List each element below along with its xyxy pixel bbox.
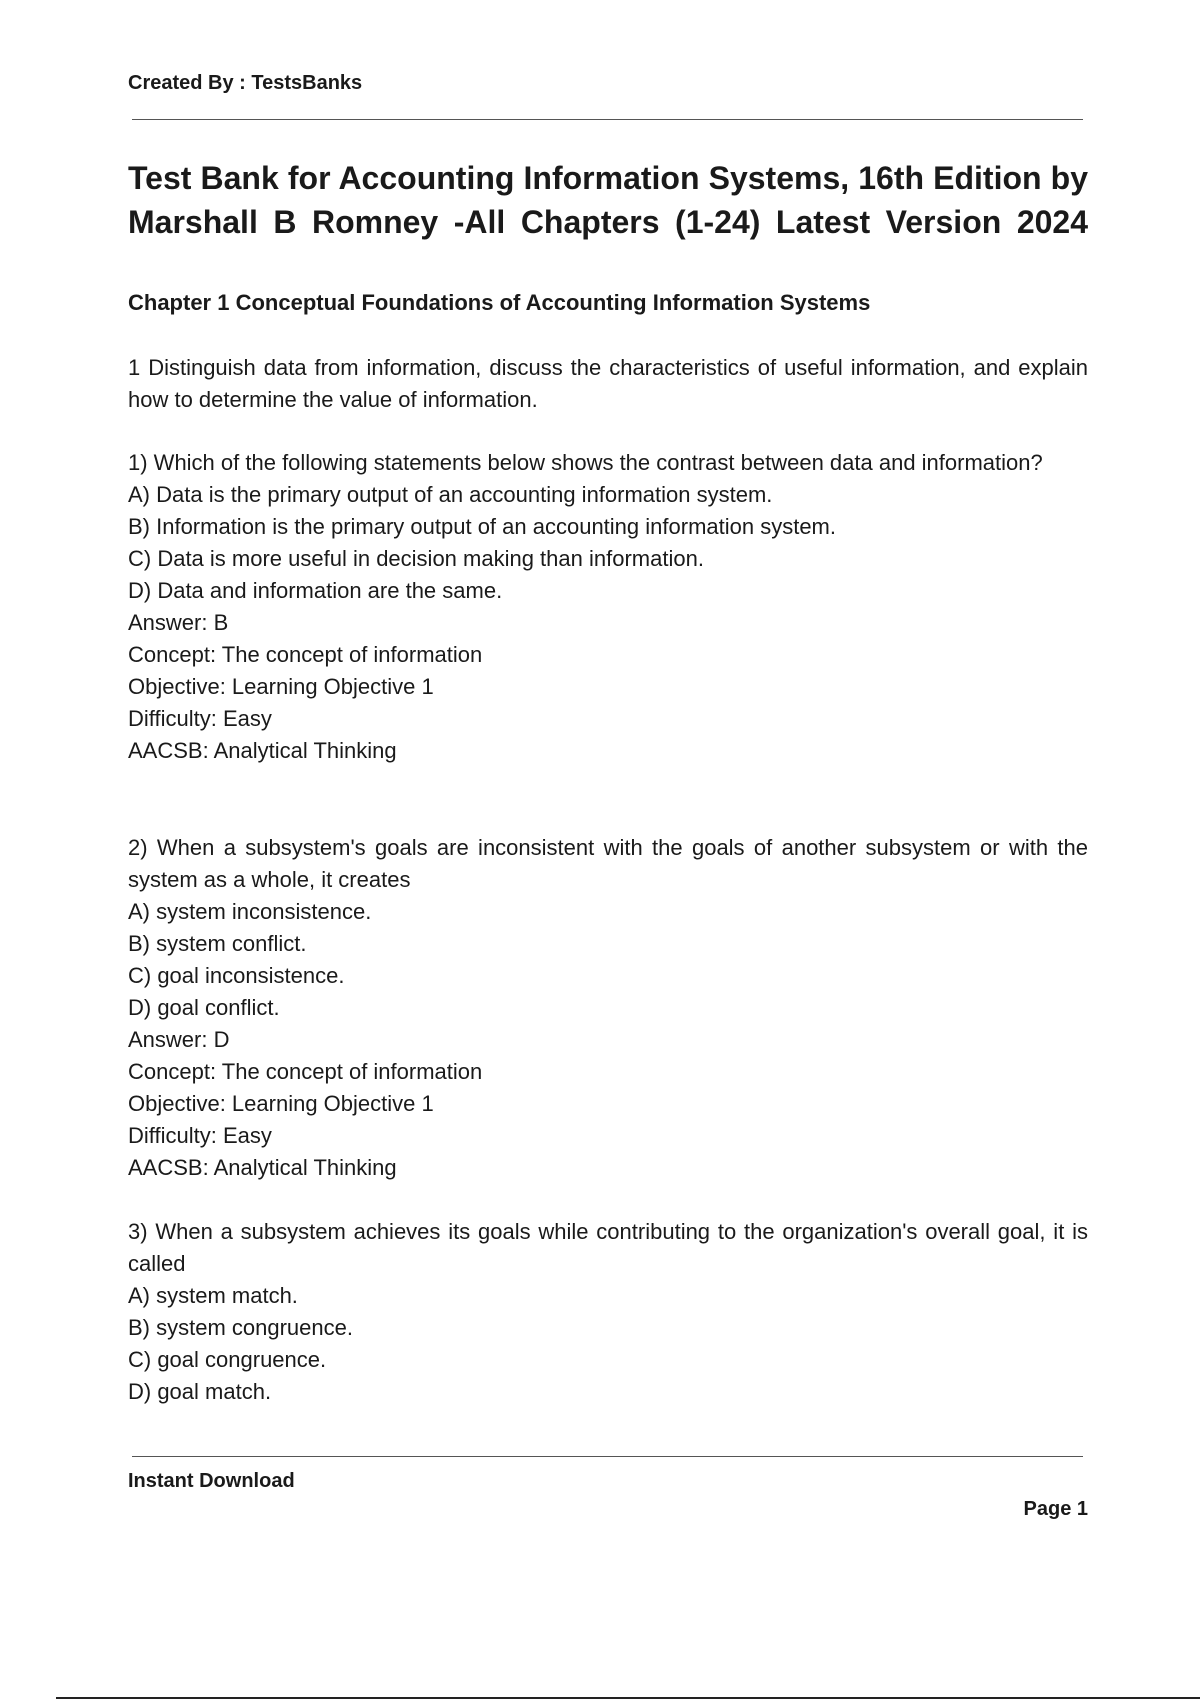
question-1: [128, 447, 1088, 767]
answer-option-d: D) Data and information are the same.: [128, 578, 503, 603]
answer-key: Answer: B: [128, 610, 229, 635]
answer-option-c: C) goal congruence.: [128, 1347, 327, 1372]
answer-option-d: D) goal conflict.: [128, 995, 280, 1020]
created-by-label: Created By : TestsBanks: [128, 72, 363, 94]
page-number: Page 1: [1023, 1498, 1088, 1520]
question-stem: 2) When a subsystem's goals are inconsistent with the goals of another subsystem or with the system as a whole, it creates: [128, 835, 1088, 892]
answer-option-a: A) system inconsistence.: [128, 899, 372, 924]
question-stem: 3) When a subsystem achieves its goals while contributing to the organization's overall goal, it is called: [128, 1219, 1088, 1276]
instant-download-label: Instant Download: [128, 1470, 295, 1492]
page-bottom-edge: [56, 1697, 1200, 1699]
answer-option-a: A) system match.: [128, 1283, 298, 1308]
answer-option-c: C) Data is more useful in decision making than information.: [128, 546, 704, 571]
question-2: [128, 832, 1088, 1184]
difficulty-line: Difficulty: Easy: [128, 706, 272, 731]
learning-objective-text: 1 Distinguish data from information, discuss the characteristics of useful information, and explain how to determine the value of information.: [128, 355, 1088, 412]
objective-line: Objective: Learning Objective 1: [128, 1091, 434, 1116]
answer-option-d: D) goal match.: [128, 1379, 272, 1404]
concept-line: Concept: The concept of information: [128, 1059, 483, 1084]
difficulty-line: Difficulty: Easy: [128, 1123, 272, 1148]
answer-option-c: C) goal inconsistence.: [128, 963, 345, 988]
header-divider: [132, 119, 1083, 120]
answer-option-a: A) Data is the primary output of an accounting information system.: [128, 482, 773, 507]
question-stem: 1) Which of the following statements below shows the contrast between data and information?: [128, 450, 1043, 475]
chapter-heading: Chapter 1 Conceptual Foundations of Accounting Information Systems: [128, 290, 871, 315]
document-title: Test Bank for Accounting Information Systems, 16th Edition by Marshall B Romney -All Chapters (1-24) Latest Version 2024: [128, 160, 1088, 240]
answer-option-b: B) Information is the primary output of an accounting information system.: [128, 514, 836, 539]
answer-option-b: B) system conflict.: [128, 931, 307, 956]
answer-key: Answer: D: [128, 1027, 230, 1052]
footer-divider: [132, 1456, 1083, 1457]
answer-option-b: B) system congruence.: [128, 1315, 353, 1340]
aacsb-line: AACSB: Analytical Thinking: [128, 738, 397, 763]
question-3: [128, 1216, 1088, 1408]
concept-line: Concept: The concept of information: [128, 642, 483, 667]
objective-line: Objective: Learning Objective 1: [128, 674, 434, 699]
aacsb-line: AACSB: Analytical Thinking: [128, 1155, 397, 1180]
